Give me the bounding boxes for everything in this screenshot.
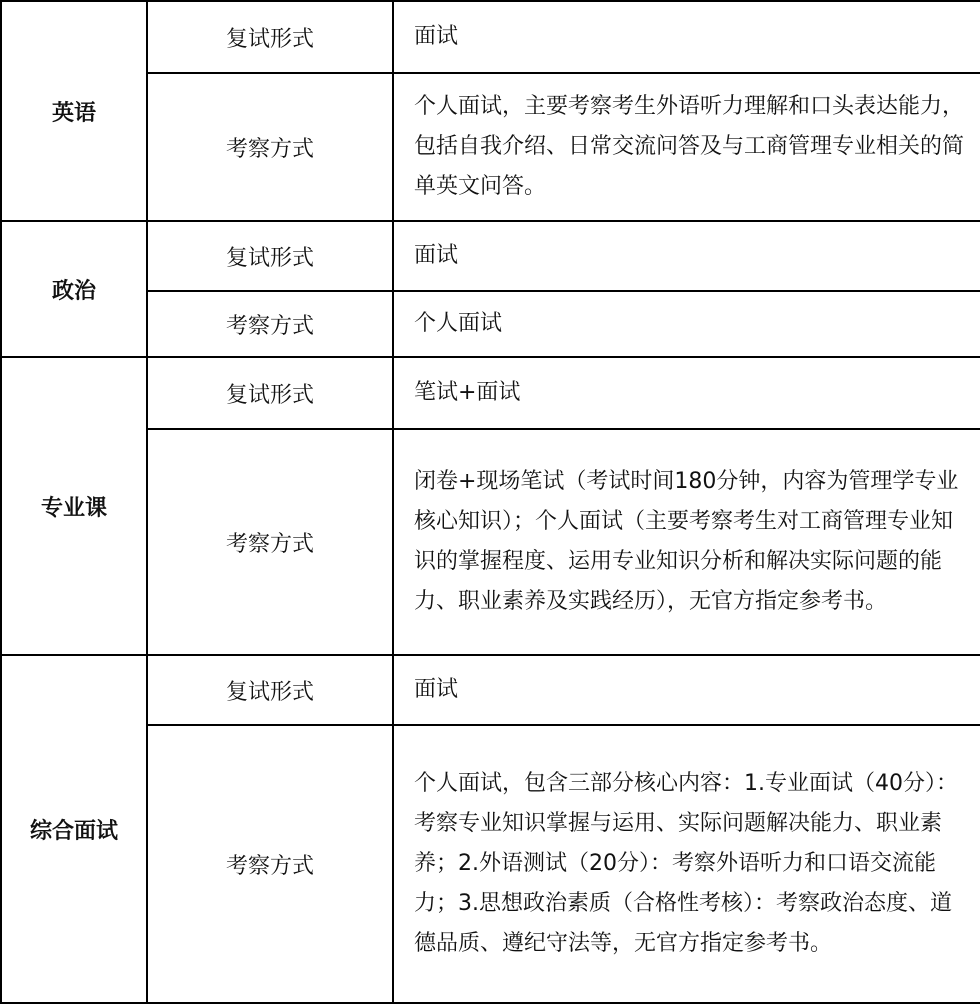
aspect-label-form: 复试形式	[147, 221, 393, 291]
aspect-label-form: 复试形式	[147, 357, 393, 429]
detail-cell-form: 面试	[393, 655, 980, 725]
table-row-english-form	[1, 1, 980, 73]
aspect-label-method: 考察方式	[147, 429, 393, 655]
table-row-politics-method	[1, 291, 980, 357]
subject-cell-interview: 综合面试	[1, 655, 147, 1003]
detail-cell-method: 个人面试，主要考察考生外语听力理解和口头表达能力，包括自我介绍、日常交流问答及与工商管理专业相关的简单英文问答。	[393, 73, 980, 221]
aspect-label-form: 复试形式	[147, 1, 393, 73]
table-row-interview-method	[1, 725, 980, 1003]
detail-cell-form: 面试	[393, 1, 980, 73]
detail-cell-form: 面试	[393, 221, 980, 291]
table-row-major-method	[1, 429, 980, 655]
table-row-politics-form	[1, 221, 980, 291]
detail-cell-method: 个人面试	[393, 291, 980, 357]
aspect-label-form: 复试形式	[147, 655, 393, 725]
aspect-label-method: 考察方式	[147, 73, 393, 221]
subject-cell-politics: 政治	[1, 221, 147, 357]
table-row-major-form	[1, 357, 980, 429]
subject-cell-major: 专业课	[1, 357, 147, 655]
table-row-interview-form	[1, 655, 980, 725]
aspect-label-method: 考察方式	[147, 725, 393, 1003]
detail-cell-method: 闭卷+现场笔试（考试时间180分钟，内容为管理学专业核心知识）；个人面试（主要考察考生对工商管理专业知识的掌握程度、运用专业知识分析和解决实际问题的能力、职业素养及实践经历），无官方指定参考书。	[393, 429, 980, 655]
table-row-english-method	[1, 73, 980, 221]
detail-cell-method: 个人面试，包含三部分核心内容：1.专业面试（40分）：考察专业知识掌握与运用、实际问题解决能力、职业素养；2.外语测试（20分）：考察外语听力和口语交流能力；3.思想政治素质（合格性考核）：考察政治态度、道德品质、遵纪守法等，无官方指定参考书。	[393, 725, 980, 1003]
aspect-label-method: 考察方式	[147, 291, 393, 357]
detail-cell-form: 笔试+面试	[393, 357, 980, 429]
subject-cell-english: 英语	[1, 1, 147, 221]
